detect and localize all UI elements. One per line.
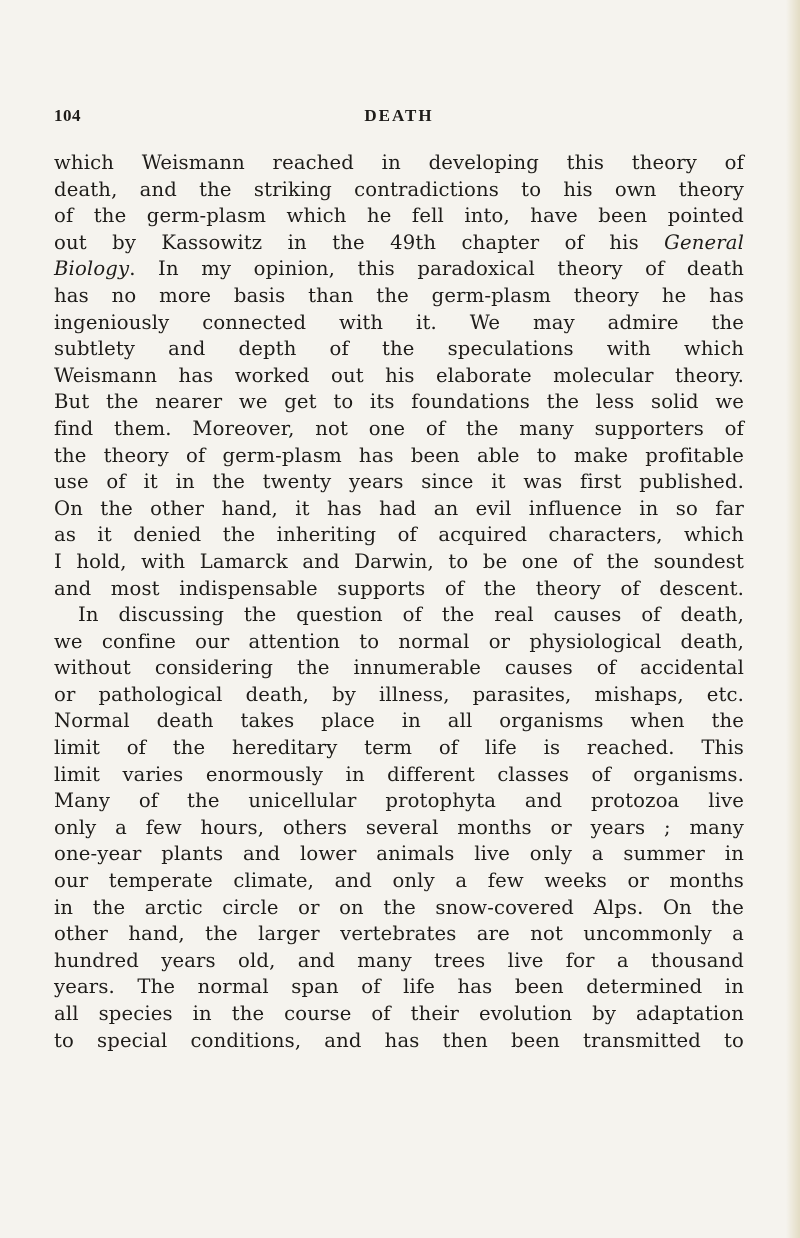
text-line bbox=[54, 549, 744, 576]
line-text: hundred years old, and many trees live for a thousand bbox=[54, 948, 744, 972]
line-text: without considering the innumerable causes of accidental bbox=[54, 656, 744, 680]
italic-text: Biology bbox=[54, 257, 130, 281]
text-line bbox=[54, 310, 744, 337]
page-header bbox=[54, 106, 744, 132]
line-text: other hand, the larger vertebrates are not uncommonly a bbox=[54, 922, 744, 946]
text-line bbox=[54, 788, 744, 815]
page-number: 104 bbox=[54, 106, 81, 125]
line-text: death, and the striking contradictions to his own theory bbox=[54, 177, 744, 201]
line-text: our temperate climate, and only a few weeks or months bbox=[54, 869, 744, 893]
text-line bbox=[54, 974, 744, 1001]
line-text: we confine our attention to normal or physiological death, bbox=[54, 629, 744, 653]
body-text bbox=[54, 150, 744, 1054]
line-text: in the arctic circle or on the snow-covered Alps. On the bbox=[54, 895, 744, 919]
italic-text: General bbox=[664, 230, 744, 254]
text-line bbox=[54, 735, 744, 762]
text-line bbox=[54, 283, 744, 310]
text-line bbox=[54, 256, 744, 283]
text-line bbox=[54, 762, 744, 789]
text-line bbox=[54, 602, 744, 629]
text-line bbox=[54, 363, 744, 390]
line-text: limit varies enormously in different classes of organisms. bbox=[54, 762, 744, 786]
line-text: which Weismann reached in developing this theory of bbox=[54, 151, 744, 174]
line-text: use of it in the twenty years since it was first published. bbox=[54, 470, 744, 494]
line-text: or pathological death, by illness, parasites, mishaps, etc. bbox=[54, 682, 744, 706]
text-line bbox=[54, 948, 744, 975]
line-text: has no more basis than the germ-plasm theory he has bbox=[54, 283, 744, 307]
text-line bbox=[54, 576, 744, 603]
line-text: But the nearer we get to its foundations the less solid we bbox=[54, 390, 744, 414]
text-line bbox=[54, 150, 744, 177]
line-text: In discussing the question of the real causes of death, bbox=[78, 603, 744, 627]
text-line bbox=[54, 841, 744, 868]
line-text: limit of the hereditary term of life is reached. This bbox=[54, 736, 744, 760]
page-edge-shadow bbox=[786, 0, 800, 1238]
line-text: find them. Moreover, not one of the many supporters of bbox=[54, 416, 744, 440]
text-line bbox=[54, 522, 744, 549]
line-text: Normal death takes place in all organisms when the bbox=[54, 709, 744, 733]
text-line bbox=[54, 868, 744, 895]
text-line bbox=[54, 203, 744, 230]
text-line bbox=[54, 443, 744, 470]
line-text: only a few hours, others several months or years ; many bbox=[54, 815, 744, 839]
line-text: the theory of germ-plasm has been able to make profitable bbox=[54, 443, 744, 467]
line-text: of the germ-plasm which he fell into, have been pointed bbox=[54, 204, 744, 228]
text-line bbox=[54, 815, 744, 842]
text-line bbox=[54, 496, 744, 523]
text-line bbox=[54, 469, 744, 496]
text-line bbox=[54, 336, 744, 363]
text-line bbox=[54, 230, 744, 257]
text-line bbox=[54, 682, 744, 709]
text-line bbox=[54, 921, 744, 948]
text-line bbox=[54, 655, 744, 682]
text-line bbox=[54, 629, 744, 656]
line-text: . In my opinion, this paradoxical theory of death bbox=[129, 257, 744, 281]
line-text: subtlety and depth of the speculations with which bbox=[54, 337, 744, 361]
line-text: all species in the course of their evolution by adaptation bbox=[54, 1002, 744, 1025]
line-text: On the other hand, it has had an evil influence in so far bbox=[54, 496, 744, 520]
line-text: Weismann has worked out his elaborate molecular theory. bbox=[54, 363, 744, 387]
text-line bbox=[54, 1028, 744, 1055]
line-text: one-year plants and lower animals live only a summer in bbox=[54, 842, 744, 866]
line-text: as it denied the inheriting of acquired characters, which bbox=[54, 523, 744, 547]
text-line bbox=[54, 177, 744, 204]
running-head: DEATH bbox=[364, 106, 434, 125]
line-text: I hold, with Lamarck and Darwin, to be one of the soundest bbox=[54, 549, 744, 573]
text-line bbox=[54, 895, 744, 922]
line-text: and most indispensable supports of the theory of descent. bbox=[54, 576, 744, 600]
line-text: Many of the unicellular protophyta and protozoa live bbox=[54, 789, 744, 813]
text-line bbox=[54, 1001, 744, 1028]
line-text: to special conditions, and has then been transmitted to bbox=[54, 1028, 744, 1052]
text-line bbox=[54, 416, 744, 443]
line-text: years. The normal span of life has been determined in bbox=[54, 975, 744, 999]
line-text: ingeniously connected with it. We may admire the bbox=[54, 310, 744, 334]
text-line bbox=[54, 389, 744, 416]
text-line bbox=[54, 708, 744, 735]
line-text: out by Kassowitz in the 49th chapter of his bbox=[54, 230, 665, 254]
